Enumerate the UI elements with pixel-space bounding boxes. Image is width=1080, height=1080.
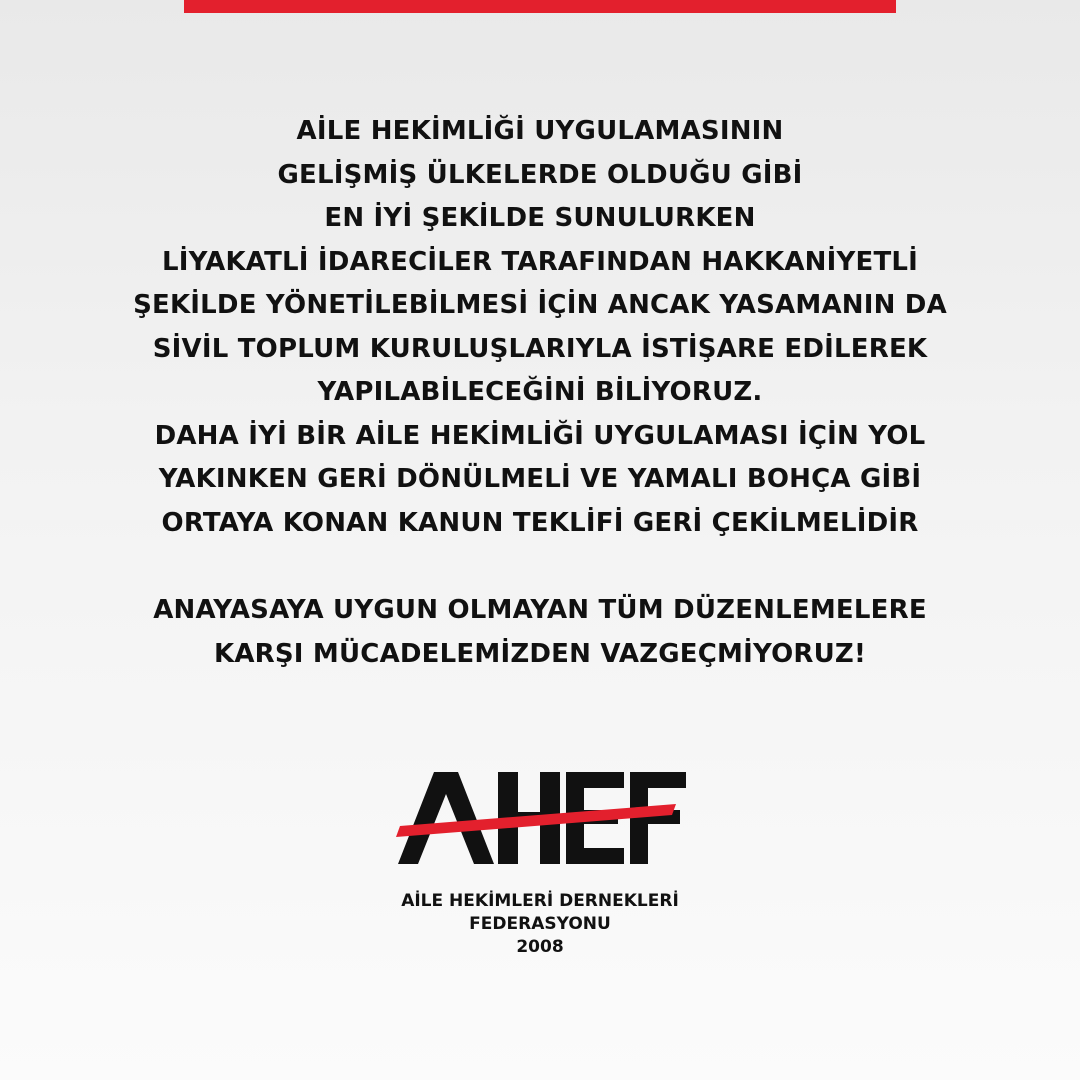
- ahef-logo-icon: [394, 768, 686, 868]
- statement-line: YAKINKEN GERİ DÖNÜLMELİ VE YAMALI BOHÇA GİBİ: [158, 464, 922, 494]
- statement-line: ŞEKİLDE YÖNETİLEBİLMESİ İÇİN ANCAK YASAMANIN DA: [133, 290, 947, 320]
- statement-line: SİVİL TOPLUM KURULUŞLARIYLA İSTİŞARE EDİLEREK: [152, 333, 928, 364]
- organization-name-line-2: FEDERASYONU: [469, 914, 611, 934]
- statement-line: ORTAYA KONAN KANUN TEKLİFİ GERİ ÇEKİLMELİDİR: [161, 507, 919, 538]
- organization-name-line-1: AİLE HEKİMLERİ DERNEKLERİ: [401, 891, 679, 911]
- statement-line: LİYAKATLİ İDARECİLER TARAFINDAN HAKKANİYETLİ: [161, 246, 919, 277]
- logo-letter-a: [398, 772, 494, 864]
- logo-letter-e-top: [584, 772, 624, 788]
- statement-text: [40, 110, 1040, 676]
- paragraph-gap: [40, 545, 1040, 589]
- logo-letter-f-top: [648, 772, 686, 788]
- organization-name: [340, 890, 740, 959]
- top-red-bar: [184, 0, 896, 13]
- statement-line: EN İYİ ŞEKİLDE SUNULURKEN: [324, 203, 756, 233]
- statement-line: AİLE HEKİMLİĞİ UYGULAMASININ: [296, 116, 784, 146]
- logo-letter-e-bottom: [584, 848, 624, 864]
- statement-line: GELİŞMİŞ ÜLKELERDE OLDUĞU GİBİ: [277, 159, 803, 190]
- statement-line: DAHA İYİ BİR AİLE HEKİMLİĞİ UYGULAMASI İÇİN YOL: [154, 420, 926, 451]
- statement-line: ANAYASAYA UYGUN OLMAYAN TÜM DÜZENLEMELERE: [153, 595, 927, 625]
- statement-line: KARŞI MÜCADELEMİZDEN VAZGEÇMİYORUZ!: [213, 638, 867, 669]
- statement-line: YAPILABİLECEĞİNİ BİLİYORUZ.: [317, 377, 763, 407]
- organization-year: 2008: [516, 937, 564, 957]
